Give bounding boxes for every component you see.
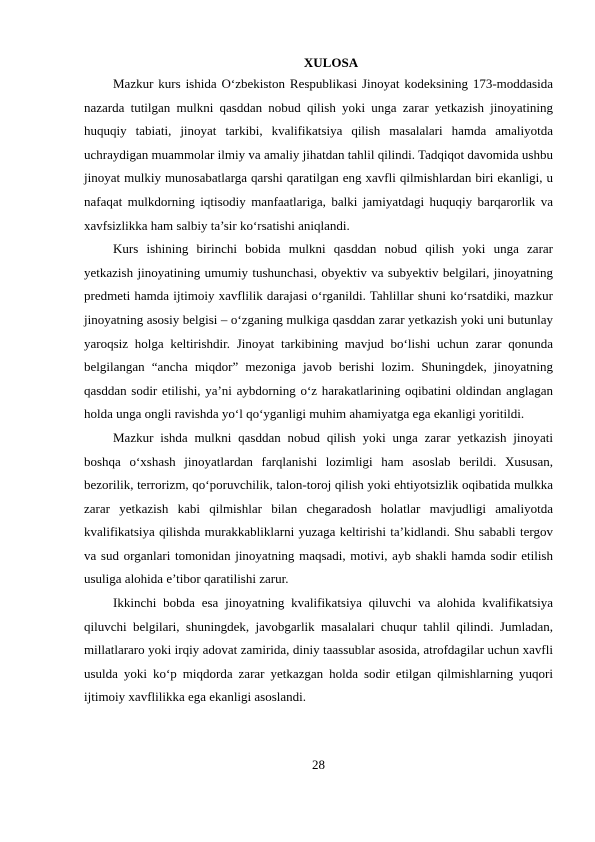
paragraph-2: Kurs ishining birinchi bobida mulkni qasddan nobud qilish yoki unga zarar yetkazish jinoyatining umumiy tushunchasi, obyektiv va subyektiv belgilari, jinoyatning predmeti hamda ijtimoiy xavflilik darajasi o‘rganildi. Tahlillar shuni ko‘rsatdiki, mazkur jinoyatning asosiy belgisi – o‘zganing mulkiga qasddan zarar yetkazish yoki uni butunlay yaroqsiz holga keltirishdir. Jinoyat tarkibining mavjud bo‘lishi uchun zarar qonunda belgilangan “ancha miqdor” mezoniga javob berishi lozim. Shuningdek, jinoyatning qasddan sodir etilishi, ya’ni aybdorning o‘z harakatlarining oqibatini oldindan anglagan holda unga ongli ravishda yo‘l qo‘yganligi muhim ahamiyatga ega ekanligi yoritildi.: [84, 241, 553, 422]
page-title: XULOSA: [303, 55, 359, 70]
page-number: 28: [312, 757, 325, 772]
document-body: [84, 54, 553, 709]
paragraph-4: Ikkinchi bobda esa jinoyatning kvalifikatsiya qiluvchi va alohida kvalifikatsiya qiluvchi belgilari, shuningdek, javobgarlik masalalari chuqur tahlil qilindi. Jumladan, millatlararo yoki irqiy adovat zamirida, diniy taassublar asosida, atrofdagilar uchun xavfli usulda yoki ko‘p miqdorda zarar yetkazgan holda sodir etilgan qilmishlarning yuqori ijtimoiy xavflilikka ega ekanligi asoslandi.: [84, 595, 553, 705]
paragraph-3: Mazkur ishda mulkni qasddan nobud qilish yoki unga zarar yetkazish jinoyati boshqa o‘xshash jinoyatlardan farqlanishi lozimligi ham asoslab berildi. Xususan, bezorilik, terrorizm, qo‘poruvchilik, talon-toroj qilish yoki ehtiyotsizlik oqibatida mulkka zarar yetkazish kabi qilmishlar bilan chegaradosh holatlar mavjudligi amaliyotda kvalifikatsiya qilishda murakkabliklarni yuzaga keltirishi ta’kidlandi. Shu sababli tergov va sud organlari tomonidan jinoyatning maqsadi, motivi, ayb shakli hamda sodir etilish usuliga alohida e’tibor qaratilishi zarur.: [84, 429, 553, 587]
paragraph-1: Mazkur kurs ishida O‘zbekiston Respublikasi Jinoyat kodeksining 173-moddasida nazarda tutilgan mulkni qasddan nobud qilish yoki unga zarar yetkazish jinoyatining huquqiy tabiati, jinoyat tarkibi, kvalifikatsiya qilish masalalari hamda amaliyotda uchraydigan muammolar ilmiy va amaliy jihatdan tahlil qilindi. Tadqiqot davomida ushbu jinoyat mulkiy munosabatlarga qarshi qaratilgan eng xavfli qilmishlardan biri ekanligi, u nafaqat mulkdorning iqtisodiy manfaatlariga, balki jamiyatdagi huquqiy barqarorlik va xavfsizlikka ham salbiy ta’sir ko‘rsatishi aniqlandi.: [84, 76, 553, 233]
